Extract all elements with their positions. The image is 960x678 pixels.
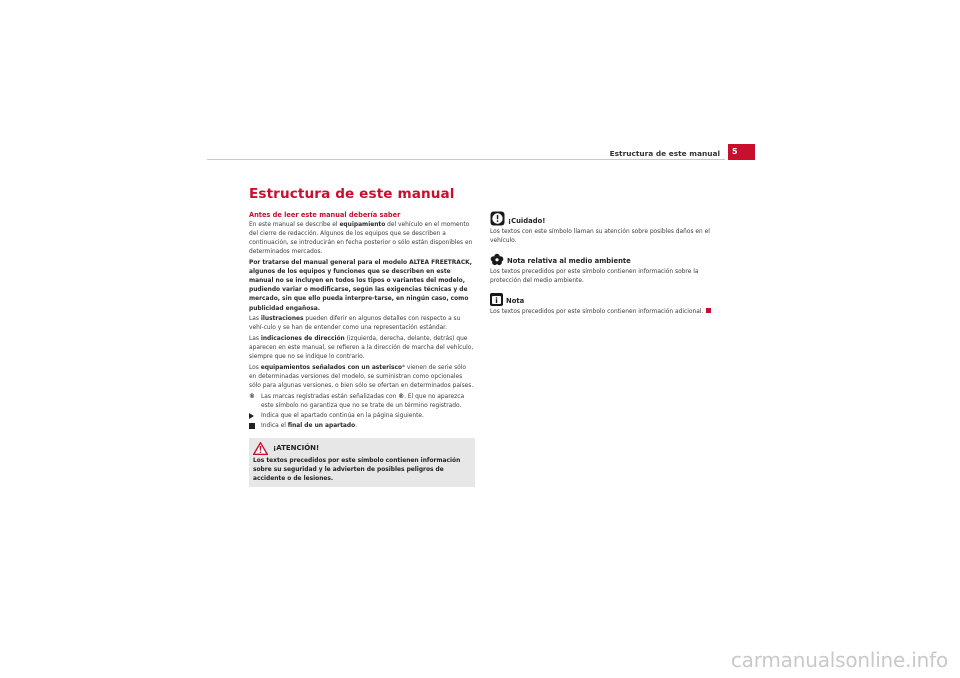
text-run: En este manual se describe el	[249, 222, 340, 229]
section-subheading: Antes de leer este manual debería saber	[249, 211, 401, 219]
environment-block	[490, 253, 716, 286]
right-column	[490, 211, 716, 319]
text-run: Los	[249, 364, 261, 371]
environment-title: Nota relativa al medio ambiente	[507, 257, 631, 266]
caution-text: Los textos con este símbolo llaman su atención sobre posibles daños en el vehículo.	[490, 229, 710, 245]
bold-term: ilustraciones	[260, 316, 304, 323]
registered-mark: ®	[249, 393, 255, 400]
paragraph-equipment	[249, 221, 475, 257]
bold-paragraph: Por tratarse del manual general para el modelo ALTEA FREETRACK, algunos de los equipos y funciones que se describen en este manual no se incluyen en todos los tipos o variantes del modelo, pudiendo variar o modificarse, según las exigencias técnicas y de mercado, sin que ello pueda interpre-tarse, en ningún caso, como publicidad engañosa.	[249, 260, 472, 312]
section-end-icon	[706, 308, 711, 313]
note-block	[490, 293, 716, 317]
text-run: Indica que el apartado continúa en la página siguiente.	[261, 412, 424, 419]
text-run: * vienen de serie sólo en determinadas versiones del modelo, se suministran como opcionales sólo para algunas versiones, o bien sólo se ofertan en determinados países.	[249, 364, 474, 390]
text-run: Las	[249, 336, 261, 342]
exclamation-icon	[490, 211, 505, 226]
paragraph-asterisk	[249, 364, 475, 391]
watermark: carmanualsonline.info	[730, 648, 948, 672]
caution-block	[490, 211, 716, 246]
text-run: Indica el	[261, 423, 288, 430]
note-paragraph	[490, 308, 716, 317]
warning-box	[249, 438, 475, 487]
paragraph-directions	[249, 335, 475, 362]
warning-title: ¡ATENCIÓN!	[273, 444, 320, 453]
list-item-end-section	[249, 422, 475, 431]
list-item-continues	[249, 412, 475, 421]
header-rule	[207, 159, 725, 160]
running-header-title: Estructura de este manual	[609, 149, 720, 158]
caution-title: ¡Cuidado!	[508, 216, 546, 225]
page-title: Estructura de este manual	[249, 186, 455, 202]
flower-environment-icon	[490, 253, 504, 266]
text-run: . El que no aparezca este símbolo no garantiza que no se trate de un término registrado.	[261, 393, 465, 409]
warning-triangle-icon	[253, 442, 268, 455]
bold-term: equipamientos señalados con un asterisco	[260, 364, 403, 371]
bold-term: indicaciones de dirección	[260, 336, 345, 342]
triangle-right-icon	[249, 413, 254, 419]
note-text: Los textos precedidos por este símbolo contienen información adicional.	[490, 309, 704, 316]
left-column	[249, 211, 475, 487]
bold-term: equipamiento	[339, 222, 386, 229]
text-run: Las marcas registradas están señalizadas con	[261, 393, 399, 400]
bold-term: final de un apartado	[287, 423, 356, 430]
environment-text: Los textos precedidos por este símbolo contienen información sobre la protección del medio ambiente.	[490, 269, 699, 285]
page-number-badge: 5	[728, 144, 755, 160]
note-title: Nota	[506, 297, 525, 306]
warning-text: Los textos precedidos por este símbolo contienen información sobre su seguridad y le advierten de posibles peligros de accidente o de lesiones.	[253, 458, 461, 483]
paragraph-illustrations	[249, 315, 475, 333]
info-note-icon	[490, 293, 503, 306]
text-run: .	[355, 423, 358, 430]
paragraph-general-manual	[249, 259, 475, 314]
text-run: Las	[249, 316, 261, 323]
text-run: del vehículo en el momento del cierre de redacción. Algunos de los equipos que se describen a continuación, se introducirán en fecha posterior o sólo están disponibles en determinados mercados.	[249, 222, 473, 256]
text-run: pueden diferir en algunos detalles con respecto a su vehí-culo y se han de entender como una representación estándar.	[249, 316, 461, 332]
square-end-icon	[249, 423, 255, 429]
registered-mark-inline: ®	[398, 393, 405, 400]
text-run: (izquierda, derecha, delante, detrás) que aparecen en este manual, se refieren a la dirección de marcha del vehículo, siempre que no se indique lo contrario.	[249, 336, 474, 361]
list-item-registered	[249, 393, 475, 411]
